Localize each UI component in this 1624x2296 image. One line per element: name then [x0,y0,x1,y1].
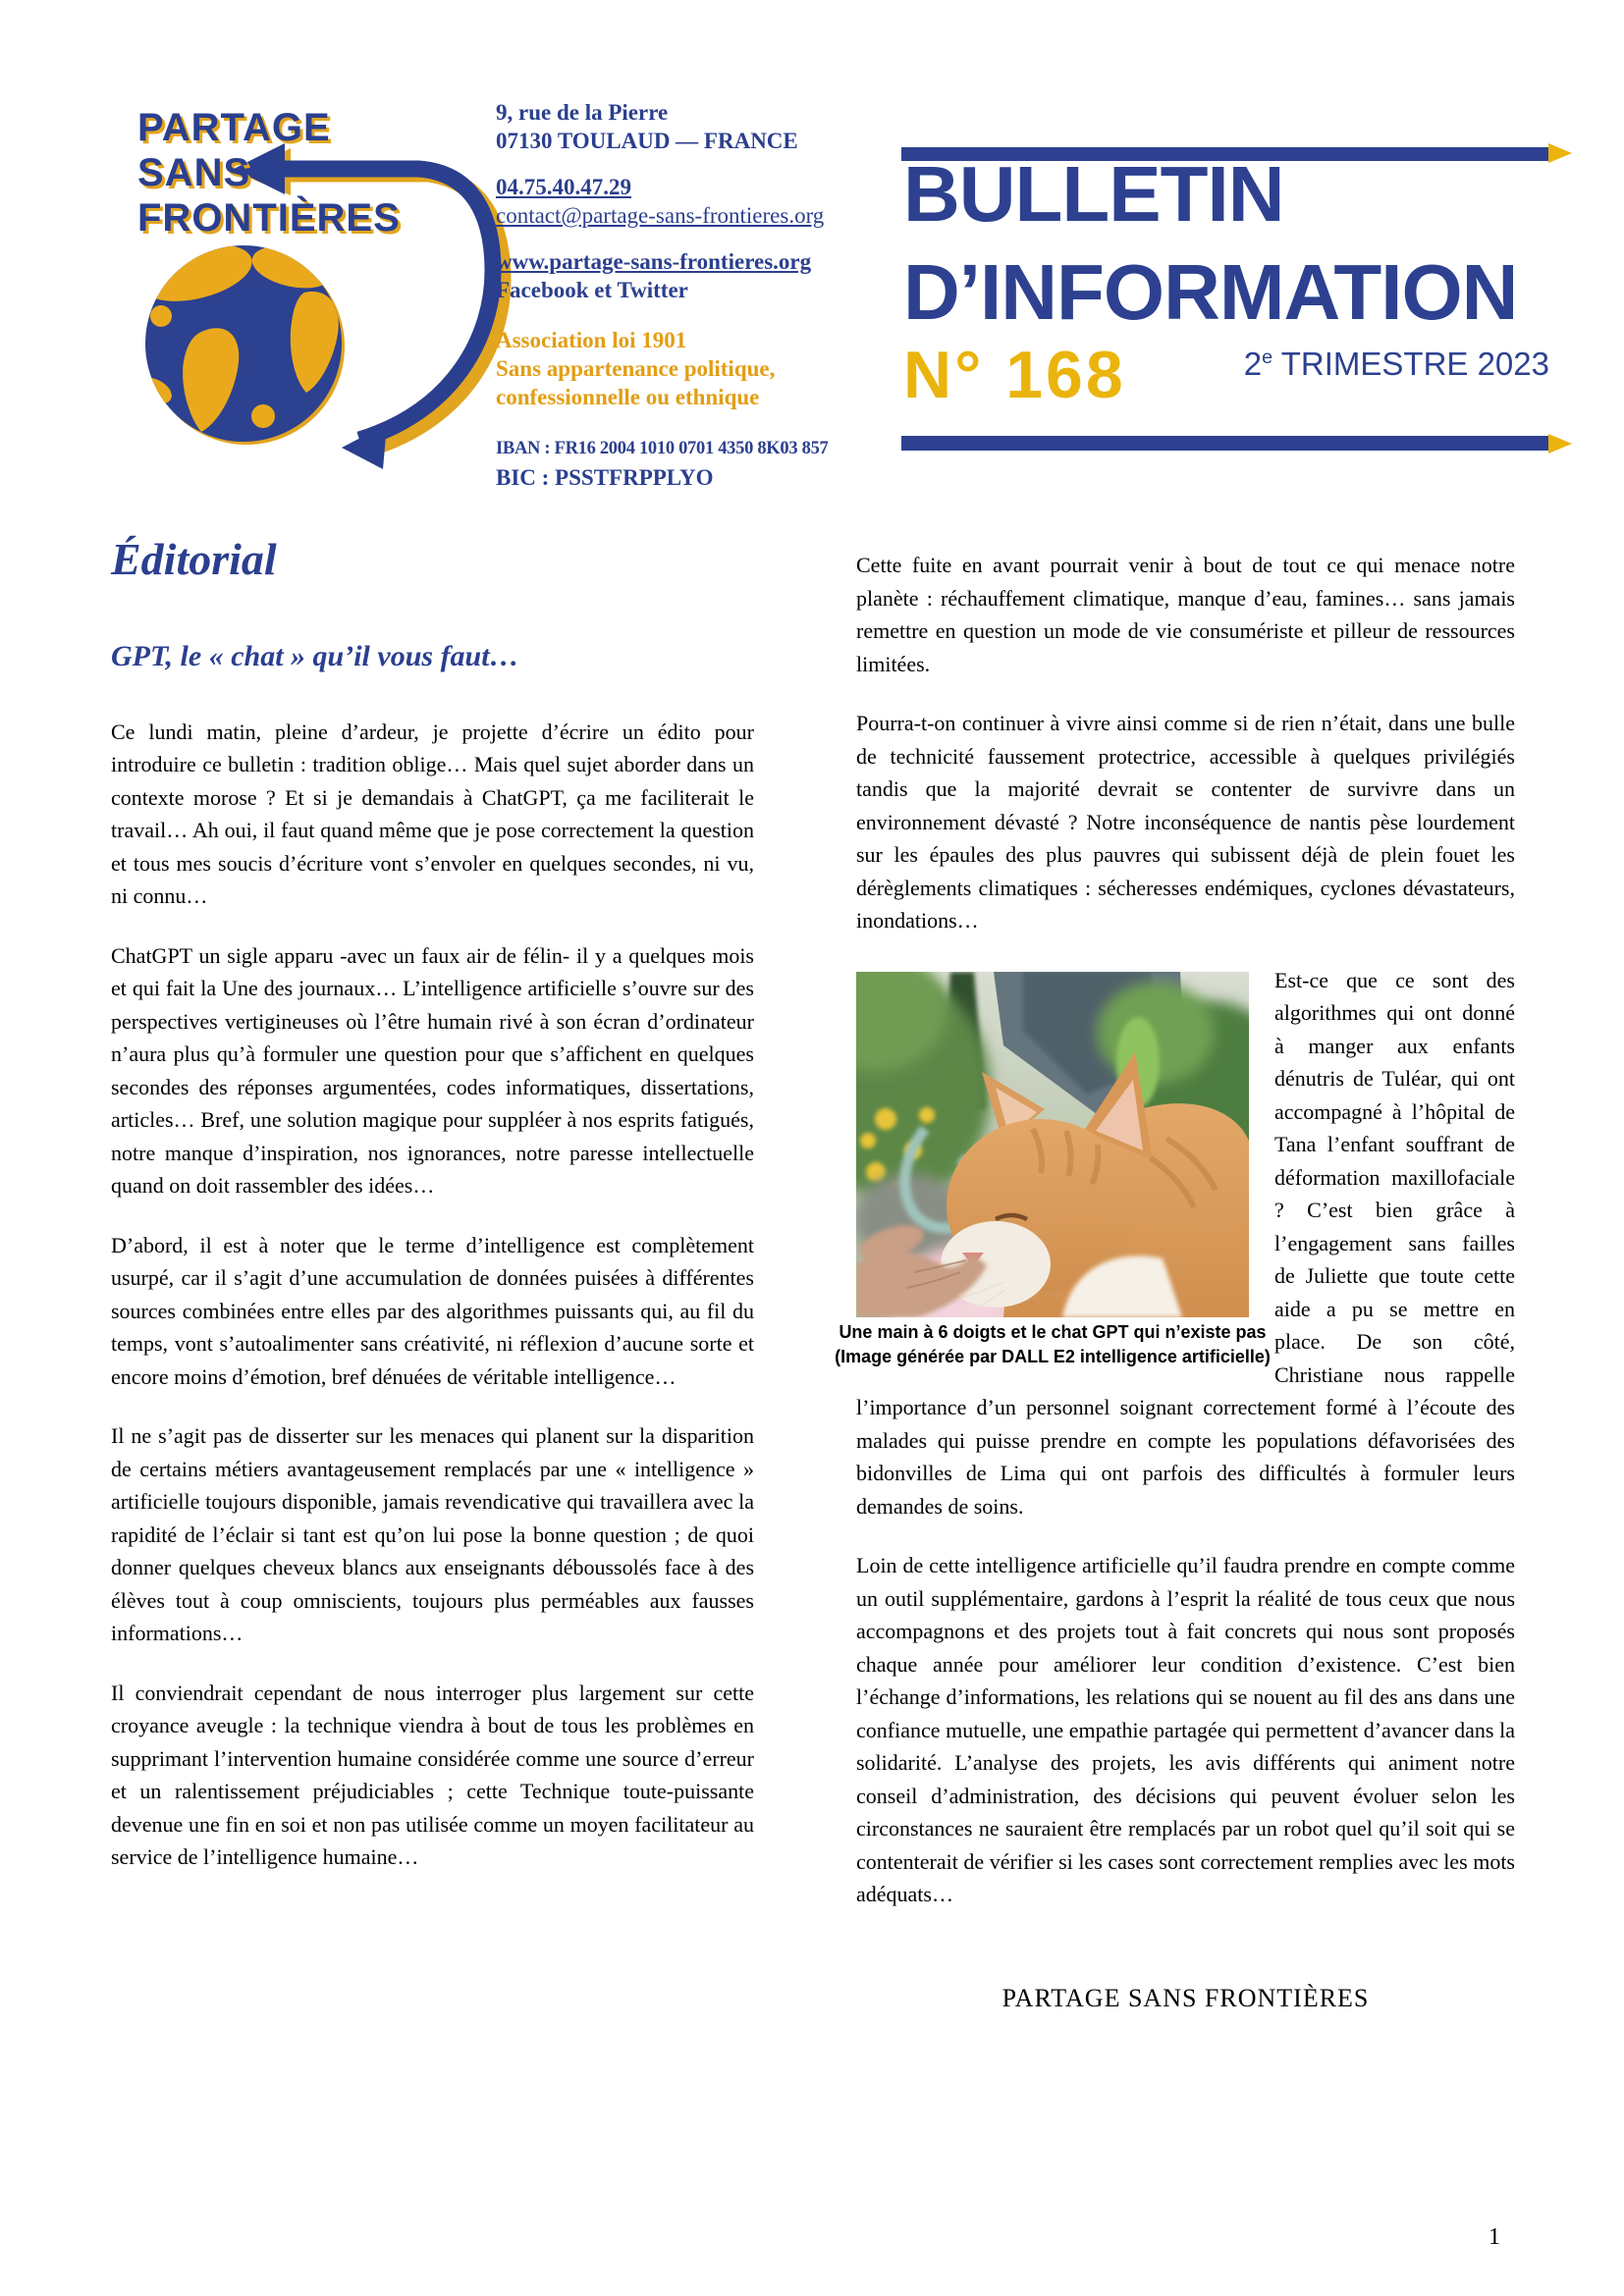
masthead-bottom-rule [901,436,1549,451]
photo-caption [835,1320,1271,1369]
issue-number: N° 168 [903,338,1126,412]
masthead-title-line-1: BULLETIN [903,150,1284,238]
editorial-paragraph: Il conviendrait cependant de nous interroger plus largement sur cette croyance aveugle : la technique viendra à bout de tous les problèmes en supprimant l’intervention humaine considérée comme une source d’erreur et un ralentissement préjudiciables ; cette Technique toute-puissante devenue une fin en soi et non pas utilisée comme un moyen facilitateur au service de l’intelligence humaine… [111,1680,754,1870]
cat-photo [856,972,1249,1317]
social-line: Facebook et Twitter [496,278,688,302]
photo-caption-line-1: Une main à 6 doigts et le chat GPT qui n’existe pas [839,1321,1267,1342]
association-line-3: confessionnelle ou ethnique [496,385,760,409]
editorial-subtitle: GPT, le « chat » qu’il vous faut… [111,639,519,672]
editorial-paragraph: Cette fuite en avant pourrait venir à bout de tout ce qui menace notre planète : réchauffement climatique, manque d’eau, famines… sans jamais remettre en question un mode de vie consumériste et pilleur de ressources limitées. [856,553,1515,676]
editorial-left-column [111,535,754,1900]
cat-photo-block [835,972,1271,1369]
iban-line: IBAN : FR16 2004 1010 0701 4350 8K03 857 [496,439,829,458]
contact-block [496,98,859,492]
masthead-top-rule-arrow-icon [1548,143,1572,163]
globe-icon [131,235,345,445]
association-line-2: Sans appartenance politique, [496,356,776,381]
organization-signature: PARTAGE SANS FRONTIÈRES [1001,1983,1370,2012]
masthead-bottom-rule-arrow-icon [1548,434,1572,454]
editorial-paragraph: Pourra-t-on continuer à vivre ainsi comme si de rien n’était, dans une bulle de technicité faussement protectrice, accessible à quelques privilégiés tandis que la majorité devrait se contenter de survivre dans un environnement dévasté ? Notre inconséquence de nantis pèse lourdement sur les épaules des plus pauvres qui subissent déjà de plein fouet les dérèglements climatiques : sécheresses endémiques, cyclones dévastateurs, inondations… [856,711,1515,933]
issue-period: 2e TRIMESTRE 2023 [1243,346,1549,382]
page-number: 1 [1489,2224,1500,2250]
masthead-title-line-2: D’INFORMATION [903,248,1518,336]
website-link[interactable]: www.partage-sans-frontieres.org [496,249,812,274]
address-line-1: 9, rue de la Pierre [496,100,669,125]
editorial-paragraph: ChatGPT un sigle apparu -avec un faux air de félin- il y a quelques mois et qui fait la Une des journaux… L’intelligence artificielle s’ouvre sur des perspectives vertigineuses où l’être humain rivé à son écran d’ordinateur n’aura plus qu’à formuler une question pour que s’affichent en quelques secondes des réponses argumentées, codes informatiques, dissertations, articles… Bref, une solution magique pour suppléer à nos esprits fatigués, notre manque d’inspiration, nos ignorances, notre paresse intellectuelle quand on doit rassembler des idées… [111,942,754,1199]
editorial-right-column [835,535,1515,2041]
address-line-2: 07130 TOULAUD — FRANCE [496,129,798,153]
editorial-paragraph: Il ne s’agit pas de disserter sur les menaces qui planent sur la disparition de certains métiers avantageusement remplacés par une « intelligence » artificielle toujours disponible, jamais revendicative qui travaillera avec la rapidité de l’éclair si tant est qu’on lui pose la bonne question ; de quoi donner quelques cheveux blancs aux enseignants déboussolés face à des élèves tout à coup omniscients, toujours plus perméables aux fausses informations… [111,1423,754,1646]
issue-period-sup: e [1262,347,1273,368]
bic-line: BIC : PSSTFRPPLYO [496,465,714,490]
editorial-paragraph: D’abord, il est à noter que le terme d’intelligence est complètement usurpé, car il s’agit d’une accumulation de données puisées à différentes sources combinées entre elles par des algorithmes puissants qui, au fil du temps, vont s’autoalimenter sans créativité, ni réflexion d’aucune sorte et encore moins d’émotion, bref dénuées de véritable intelligence… [111,1232,754,1389]
logo-word-sans: SANS [137,151,251,194]
phone-link[interactable]: 04.75.40.47.29 [496,175,631,199]
photo-caption-line-2: (Image générée par DALL E2 intelligence artificielle) [835,1346,1271,1366]
editorial-heading: Éditorial [111,534,277,584]
logo-word-partage: PARTAGE [137,106,331,149]
email-link[interactable]: contact@partage-sans-frontieres.org [496,203,825,228]
editorial-paragraph: Ce lundi matin, pleine d’ardeur, je projette d’écrire un édito pour introduire ce bulletin : tradition oblige… Mais quel sujet aborder dans un contexte morose ? Et si je demandais à ChatGPT, ça me faciliterait le travail… Ah oui, il faut quand même que je pose correctement la question et tous mes soucis d’écriture vont s’envoler en quelques secondes, ni vu, ni connu… [111,719,754,909]
editorial-paragraph: Loin de cette intelligence artificielle qu’il faudra prendre en compte comme un outil supplémentaire, gardons à l’esprit la réalité de tous ceux que nous accompagnons et des projets tout à fait concrets qui nous sont proposés chaque année pour améliorer leur condition d’existence. C’est bien l’échange d’informations, les relations qui se nouent au fil des ans dans une confiance mutuelle, une empathie partagée qui permettent d’avancer dans la solidarité. L’analyse des projets, les avis différents qui animent notre conseil d’administration, des décisions qui peuvent évoluer selon les circonstances ne sauraient être remplacés par un robot quel qu’il soit qui se contenterait de vérifier si les cases sont correctement remplies avec les mots adéquats… [856,1553,1515,1906]
logo-word-frontieres: FRONTIÈRES [137,196,401,240]
association-line-1: Association loi 1901 [496,328,687,352]
editorial-paragraph-wrapped: Est-ce que ce sont des algorithmes qui ont donné à manger aux enfants dénutris de Tuléar, qui ont accompagné à l’hôpital de Tana l’enfant souffrant de déformation maxillofaciale ? C’est bien grâce à l’engagement sans failles de Juliette que toute cette aide a pu se mettre en place. De son côté, Christiane nous rappelle l’importance d’un personnel soignant correctement formé à l’écoute des malades qui puisse prendre en compte les populations défavorisées des bidonvilles de Lima qui ont parfois des difficultés à formuler leurs demandes de soins. [856,967,1515,1519]
